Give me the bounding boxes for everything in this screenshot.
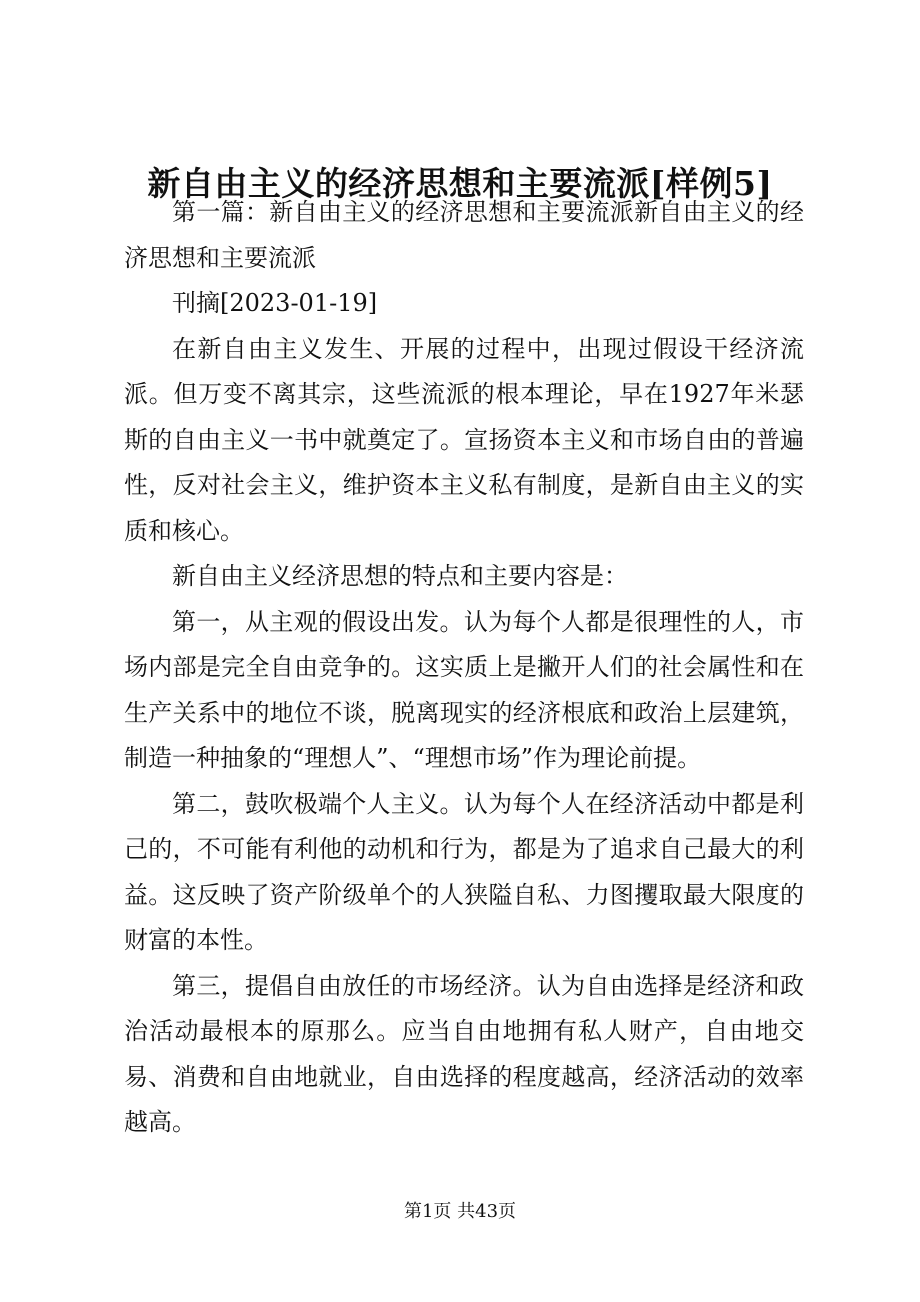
page-number-footer: 第1页 共43页 <box>403 1201 517 1222</box>
document-title: 新自由主义的经济思想和主要流派[样例5] <box>147 164 773 203</box>
paragraph-background: 在新自由主义发生、开展的过程中，出现过假设干经济流派。但万变不离其宗，这些流派的根本理论，早在1927年米瑟斯的自由主义一书中就奠定了。宣扬资本主义和市场自由的普遍性，反对社会主义，维护资本主义私有制度，是新自由主义的实质和核心。 <box>124 334 804 545</box>
paragraph-feature-one: 第一，从主观的假设出发。认为每个人都是很理性的人，市场内部是完全自由竞争的。这实质上是撇开人们的社会属性和在生产关系中的地位不谈，脱离现实的经济根底和政治上层建筑，制造一种抽象的“理想人”、“理想市场”作为理论前提。 <box>124 607 804 772</box>
paragraph-feature-two: 第二，鼓吹极端个人主义。认为每个人在经济活动中都是利己的，不可能有利他的动机和行为，都是为了追求自己最大的利益。这反映了资产阶级单个的人狭隘自私、力图攫取最大限度的财富的本性。 <box>124 789 804 954</box>
paragraph-features-heading: 新自由主义经济思想的特点和主要内容是： <box>172 562 628 590</box>
document-body <box>124 190 804 1146</box>
paragraph-intro: 第一篇：新自由主义的经济思想和主要流派新自由主义的经济思想和主要流派 <box>124 198 804 272</box>
paragraph-source-date: 刊摘[2023-01-19] <box>172 289 378 317</box>
paragraph-feature-three: 第三，提倡自由放任的市场经济。认为自由选择是经济和政治活动最根本的原那么。应当自由地拥有私人财产，自由地交易、消费和自由地就业，自由选择的程度越高，经济活动的效率越高。 <box>124 971 804 1136</box>
